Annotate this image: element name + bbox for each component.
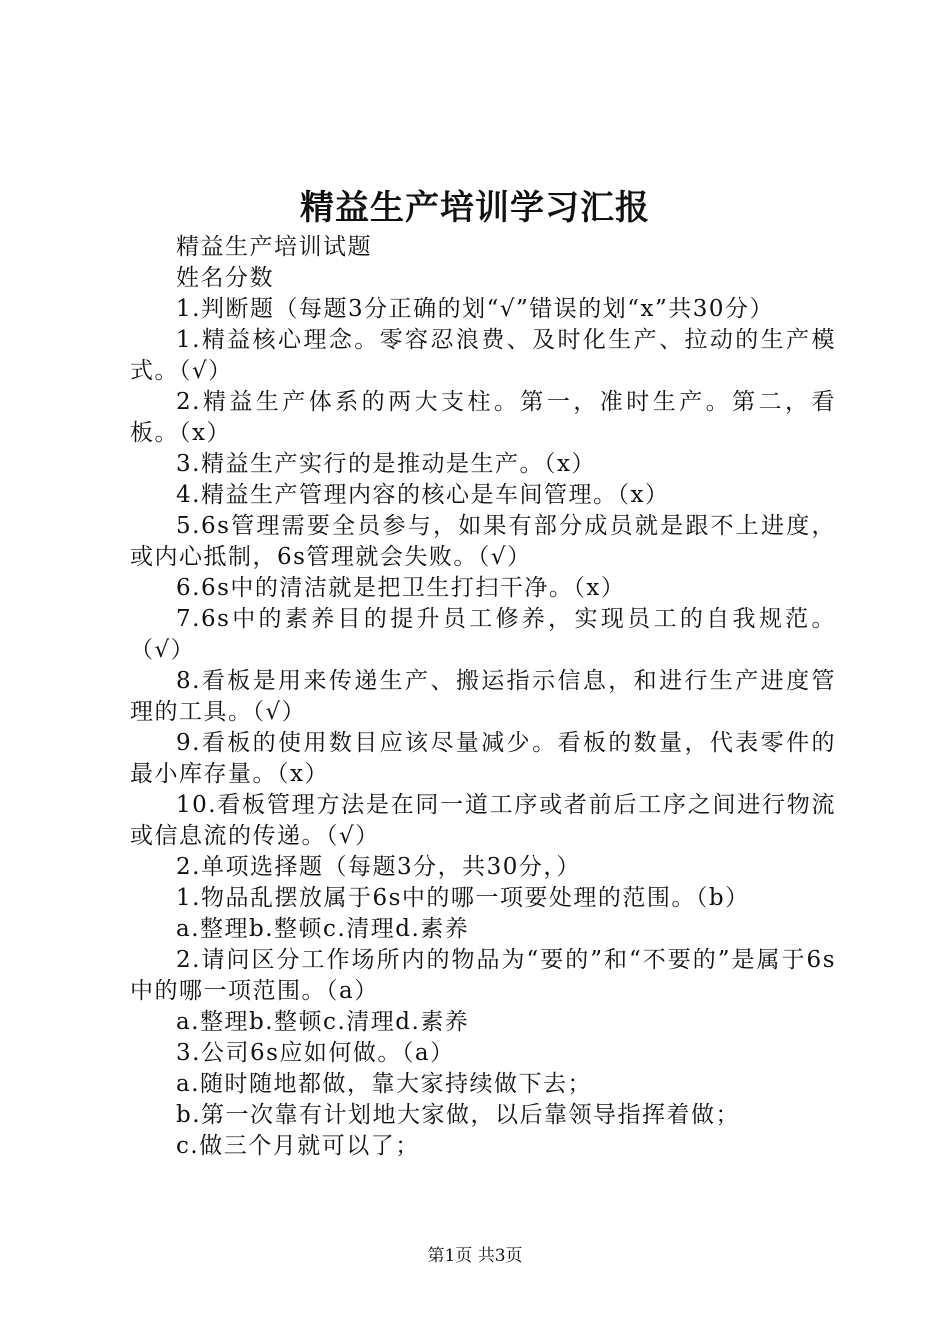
question: 3.公司6s应如何做。（a） — [176, 1040, 455, 1066]
answer-options: a.整理b.整顿c.清理d.素养 — [176, 916, 470, 942]
question: 1.物品乱摆放属于6s中的哪一项要处理的范围。（b） — [176, 885, 750, 911]
question: 10.看板管理方法是在同一道工序或者前后工序之间进行物流或信息流的传递。（√） — [130, 792, 836, 849]
question: 2.精益生产体系的两大支柱。第一，准时生产。第二，看板。（x） — [130, 389, 836, 446]
answer-option: b.第一次靠有计划地大家做，以后靠领导指挥着做； — [176, 1102, 741, 1128]
page-footer: 第1页 共3页 — [427, 1246, 523, 1266]
question: 7.6s中的素养目的提升员工修养，实现员工的自我规范。（√） — [130, 606, 836, 663]
paragraph: 精益生产培训试题 — [176, 234, 372, 260]
question: 4.精益生产管理内容的核心是车间管理。（x） — [176, 482, 670, 508]
document-body — [130, 232, 836, 1162]
question: 2.请问区分工作场所内的物品为“要的”和“不要的”是属于6s中的哪一项范围。（a） — [130, 947, 836, 1004]
answer-options: a.整理b.整顿c.清理d.素养 — [176, 1009, 470, 1035]
question: 9.看板的使用数目应该尽量减少。看板的数量，代表零件的最小库存量。（x） — [130, 730, 836, 787]
question: 6.6s中的清洁就是把卫生打扫干净。（x） — [176, 575, 626, 601]
answer-option: a.随时随地都做，靠大家持续做下去； — [176, 1071, 593, 1097]
section-heading: 2.单项选择题（每题3分，共30分，） — [176, 854, 581, 880]
question: 8.看板是用来传递生产、搬运指示信息，和进行生产进度管理的工具。（√） — [130, 668, 836, 725]
section-heading: 1.判断题（每题3分正确的划“√”错误的划“x”共30分） — [176, 296, 775, 322]
question: 1.精益核心理念。零容忍浪费、及时化生产、拉动的生产模式。（√） — [130, 327, 836, 384]
answer-option: c.做三个月就可以了； — [176, 1133, 420, 1159]
question: 3.精益生产实行的是推动是生产。（x） — [176, 451, 596, 477]
document-title: 精益生产培训学习汇报 — [300, 188, 650, 228]
question: 5.6s管理需要全员参与，如果有部分成员就是跟不上进度，或内心抵制，6s管理就会失败。（√） — [130, 513, 836, 570]
paragraph: 姓名分数 — [176, 265, 274, 291]
